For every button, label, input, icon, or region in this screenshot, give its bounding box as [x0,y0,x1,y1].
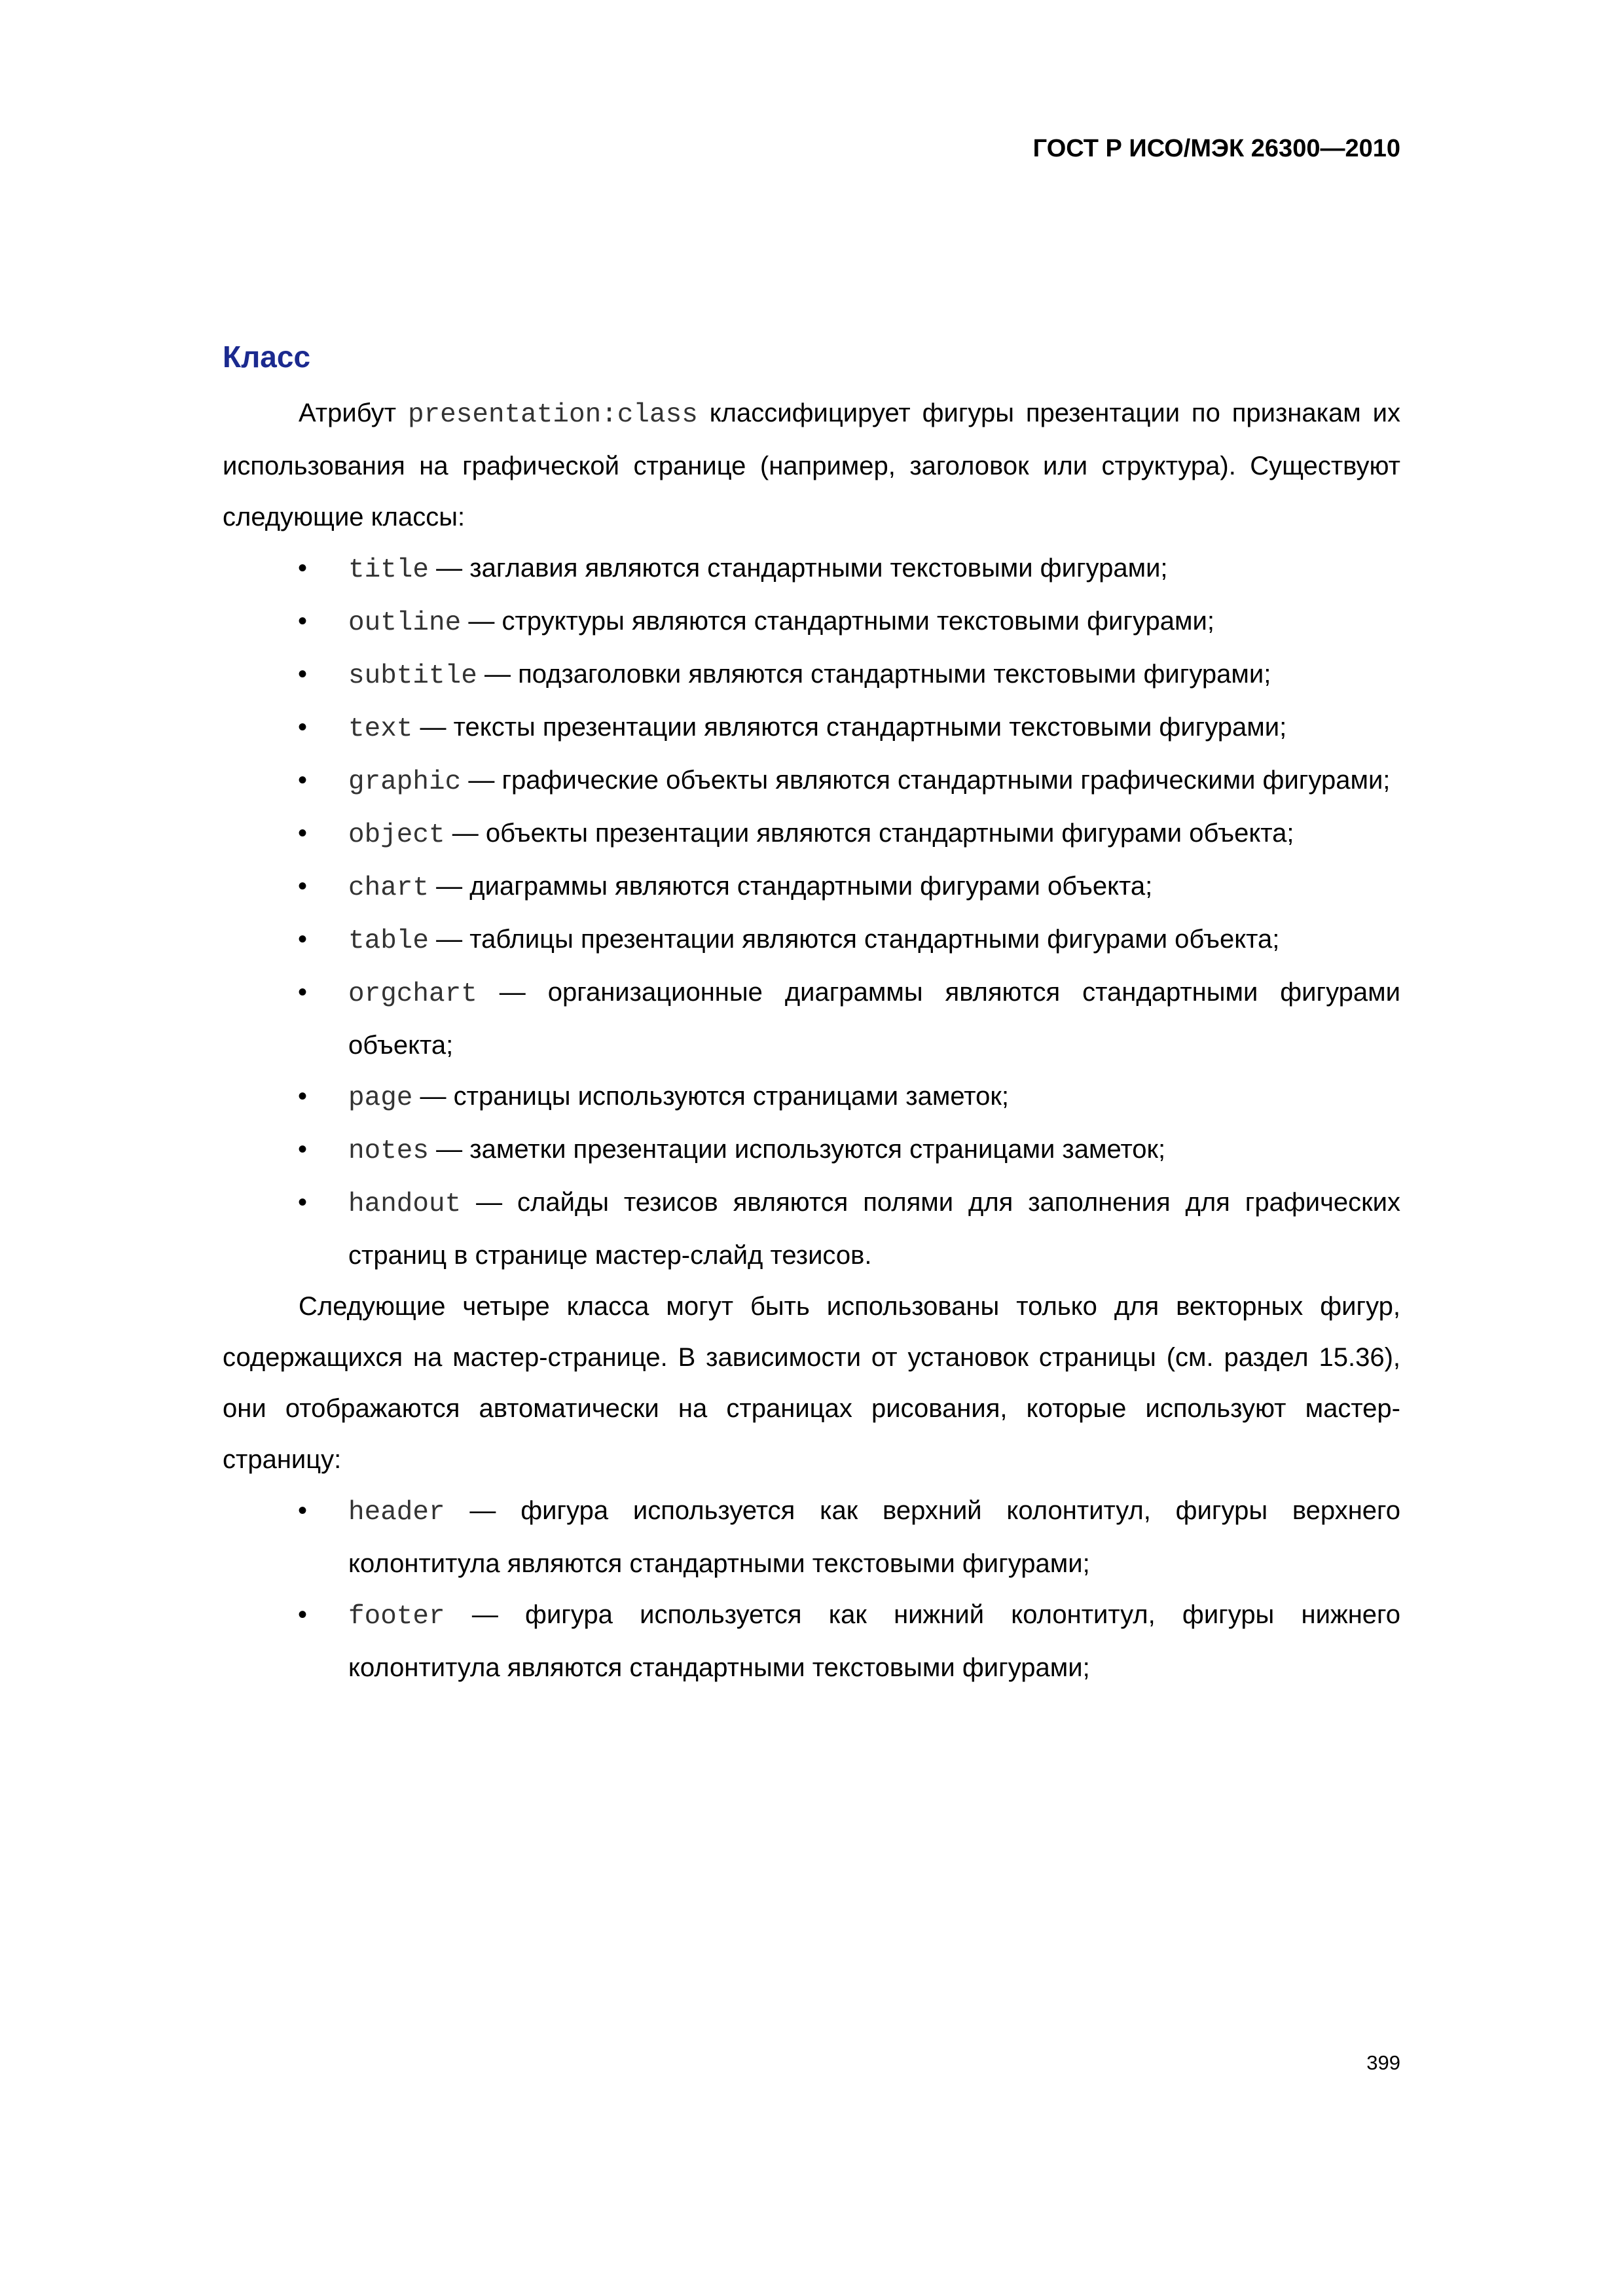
class-code: footer [348,1602,445,1632]
bullet-icon: • [298,819,308,848]
class-code: orgchart [348,979,477,1009]
class-code: title [348,555,429,585]
class-list [223,543,1400,1281]
document-header: ГОСТ Р ИСО/МЭК 26300—2010 [1032,135,1400,162]
list-item [223,1177,1400,1281]
class-description: — тексты презентации являются стандартными текстовыми фигурами; [412,713,1287,742]
list-item [223,1071,1400,1124]
class-code: subtitle [348,661,477,691]
class-description: — организационные диаграммы являются стандартными фигурами объекта; [348,978,1400,1060]
list-item [223,649,1400,702]
bullet-icon: • [298,925,308,954]
class-description: — страницы используются страницами заметок; [412,1082,1009,1111]
attribute-code: presentation:class [407,400,698,430]
bullet-icon: • [298,1188,308,1217]
bullet-icon: • [298,660,308,689]
intro-text: классифицирует фигуры презентации по признакам их использования на графической странице (например, заголовок или структура). Существуют следующие классы: [223,399,1400,531]
class-code: notes [348,1136,429,1166]
list-item [223,596,1400,649]
list-item [223,755,1400,808]
intro-paragraph [223,387,1400,543]
class-description: — заметки презентации используются страницами заметок; [429,1135,1166,1164]
list-item [223,861,1400,914]
class-code: text [348,714,413,744]
class-code: chart [348,873,429,903]
list-item [223,808,1400,861]
class-code: outline [348,608,462,638]
bullet-icon: • [298,978,308,1007]
main-content [223,332,1400,1693]
class-code: object [348,820,445,850]
list-item [223,967,1400,1071]
section-heading: Класс [223,340,311,374]
class-description: — слайды тезисов являются полями для заполнения для графических страниц в странице мастер-слайд тезисов. [348,1188,1400,1270]
list-item [223,1485,1400,1589]
list-item [223,702,1400,755]
bullet-icon: • [298,1496,308,1525]
bullet-icon: • [298,1600,308,1629]
class-description: — структуры являются стандартными текстовыми фигурами; [461,607,1214,636]
class-description: — графические объекты являются стандартными графическими фигурами; [461,766,1391,795]
master-class-list [223,1485,1400,1693]
class-code: header [348,1498,445,1528]
list-item [223,1124,1400,1177]
bullet-icon: • [298,872,308,901]
class-code: graphic [348,767,462,797]
class-description: — заглавия являются стандартными текстовыми фигурами; [429,554,1168,583]
bullet-icon: • [298,1082,308,1111]
bullet-icon: • [298,1135,308,1164]
class-code: page [348,1083,413,1113]
bullet-icon: • [298,607,308,636]
class-description: — объекты презентации являются стандартными фигурами объекта; [445,819,1294,848]
class-description: — таблицы презентации являются стандартными фигурами объекта; [429,925,1280,954]
class-description: — диаграммы являются стандартными фигурами объекта; [429,872,1153,901]
list-item [223,1589,1400,1693]
class-code: handout [348,1189,462,1219]
bullet-icon: • [298,713,308,742]
class-description: — фигура используется как верхний колонтитул, фигуры верхнего колонтитула являются стандартными текстовыми фигурами; [348,1496,1400,1578]
class-code: table [348,926,429,956]
bullet-icon: • [298,554,308,583]
class-description: — подзаголовки являются стандартными текстовыми фигурами; [477,660,1271,689]
list-item [223,914,1400,967]
intro-prefix: Атрибут [299,399,408,427]
page-number: 399 [1366,2051,1400,2074]
master-page-paragraph: Следующие четыре класса могут быть использованы только для векторных фигур, содержащихся на мастер-странице. В зависимости от установок страницы (см. раздел 15.36), они отображаются автоматически на страницах рисования, которые используют мастер-страницу: [223,1292,1400,1474]
list-item [223,543,1400,596]
bullet-icon: • [298,766,308,795]
class-description: — фигура используется как нижний колонтитул, фигуры нижнего колонтитула являются стандартными текстовыми фигурами; [348,1600,1400,1682]
